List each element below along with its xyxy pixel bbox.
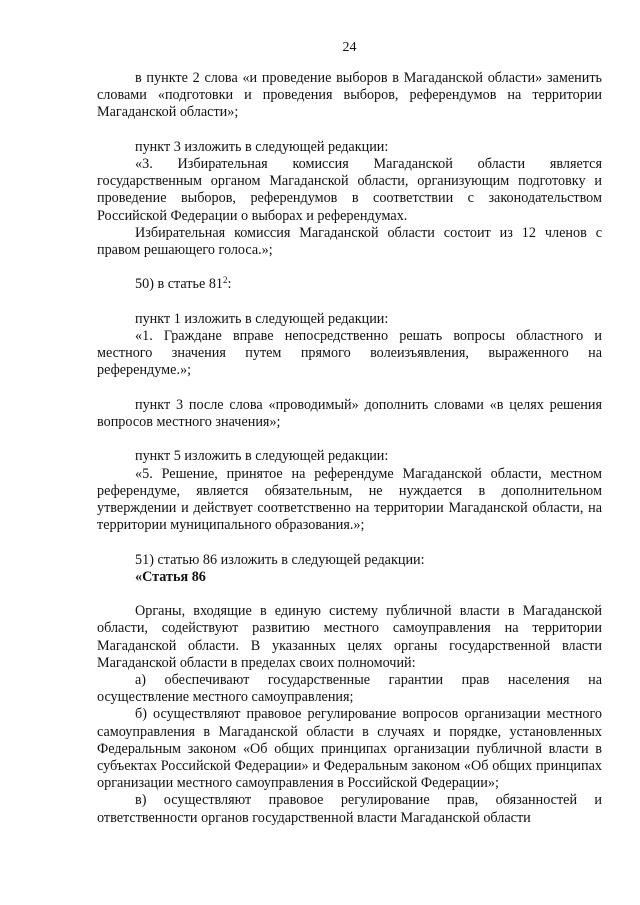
spacer	[97, 534, 602, 551]
paragraph-amend-item-2: в пункте 2 слова «и проведение выборов в Магаданской области» заменить словами «подготовки и проведения выборов, референдумов на территории Магаданской области»;	[97, 70, 602, 121]
article-81-colon: :	[227, 276, 232, 293]
spacer	[97, 294, 602, 311]
paragraph-item-1-text: «1. Граждане вправе непосредственно решать вопросы областного и местного значения путем прямого волеизъявления, выраженного на референдуме.»;	[97, 328, 602, 379]
paragraph-item-3-text: «3. Избирательная комиссия Магаданской области является государственным органом Магаданской области, организующим подготовку и проведение выборов, референдумов в соответствии с законодательством Российской Федерации о выборах и референдумах.	[97, 156, 602, 224]
paragraph-item-5-text: «5. Решение, принятое на референдуме Магаданской области, местном референдуме, является обязательным, не нуждается в дополнительном утверждении и действует соответственно на территории Магаданской области, на территории муниципального образования.»;	[97, 465, 602, 534]
list-item-a: а) обеспечивают государственные гарантии прав населения на осуществление местного самоуправления;	[97, 672, 602, 706]
paragraph-item-5-intro: пункт 5 изложить в следующей редакции:	[135, 448, 389, 465]
list-item-b: б) осуществляют правовое регулирование вопросов организации местного самоуправления в Магаданской области в случаях и порядке, установленных Федеральным законом «Об общих принципах организации публичной власти в субъектах Российской Федерации» и Федеральным законом «Об общих принципах организации местного самоуправления в Российской Федерации»;	[97, 706, 602, 792]
list-item-c: в) осуществляют правовое регулирование прав, обязанностей и ответственности органов государственной власти Магаданской области	[97, 792, 602, 826]
spacer	[97, 380, 602, 397]
paragraph-item-3-supplement: пункт 3 после слова «проводимый» дополнить словами «в целях решения вопросов местного значения»;	[97, 396, 602, 430]
spacer	[97, 259, 602, 276]
paragraph-item-1-intro: пункт 1 изложить в следующей редакции:	[135, 310, 389, 327]
paragraph-article-86-text: Органы, входящие в единую систему публичной власти в Магаданской области, содействуют развитию местного самоуправления на территории Магаданской области. В указанных целях органы государственной власти Магаданской области в пределах своих полномочий:	[97, 603, 602, 671]
paragraph-article-86-intro: 51) статью 86 изложить в следующей редакции:	[135, 551, 425, 568]
paragraph-article-81-2	[97, 276, 602, 293]
document-body	[97, 70, 602, 827]
paragraph-commission-members: Избирательная комиссия Магаданской области состоит из 12 членов с правом решающего голоса.»;	[97, 224, 602, 259]
spacer	[97, 431, 602, 448]
spacer	[97, 586, 602, 603]
article-86-heading: «Статья 86	[135, 568, 206, 585]
article-81-superscript: 2	[223, 275, 228, 286]
paragraph-item-3-intro: пункт 3 изложить в следующей редакции:	[135, 138, 389, 155]
article-81-text: 50) в статье 81	[135, 276, 224, 293]
page-number: 24	[342, 40, 357, 55]
spacer	[97, 122, 602, 139]
